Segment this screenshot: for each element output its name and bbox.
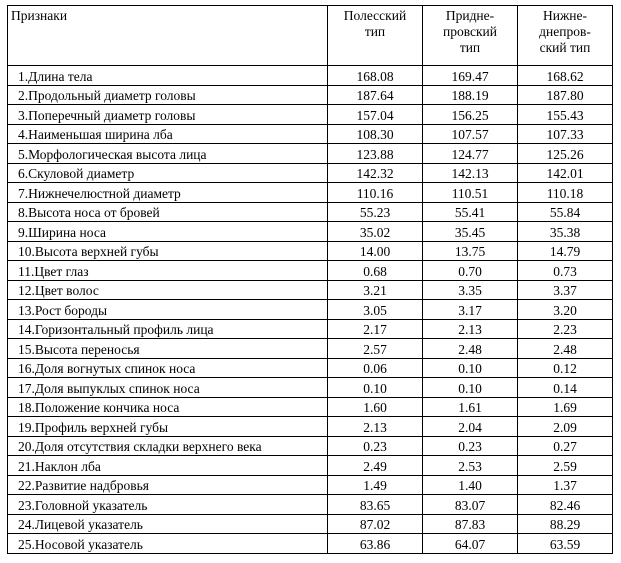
nizhnedneprovsky-value-cell: 3.20 (518, 300, 613, 320)
header-line: тип (459, 40, 481, 55)
table-row (8, 280, 613, 300)
polesie-value-cell: 157.04 (328, 105, 423, 125)
header-line: Придне- (445, 8, 495, 23)
table-row (8, 183, 613, 203)
table-row (8, 105, 613, 125)
nizhnedneprovsky-value-cell: 14.79 (518, 241, 613, 261)
pridneprovsky-value-cell: 2.53 (423, 456, 518, 476)
header-features: Признаки (8, 6, 328, 66)
table-row (8, 144, 613, 164)
table-row (8, 222, 613, 242)
pridneprovsky-value-cell: 0.10 (423, 358, 518, 378)
polesie-value-cell: 0.06 (328, 358, 423, 378)
table-body (8, 66, 613, 554)
feature-cell: 17.Доля выпуклых спинок носа (8, 378, 328, 398)
pridneprovsky-value-cell: 107.57 (423, 124, 518, 144)
nizhnedneprovsky-value-cell: 0.73 (518, 261, 613, 281)
feature-cell: 13.Рост бороды (8, 300, 328, 320)
table-row (8, 534, 613, 554)
table-row (8, 456, 613, 476)
pridneprovsky-value-cell: 0.10 (423, 378, 518, 398)
nizhnedneprovsky-value-cell: 168.62 (518, 66, 613, 86)
header-row (8, 6, 613, 66)
pridneprovsky-value-cell: 2.04 (423, 417, 518, 437)
header-line: Нижне- (542, 8, 587, 23)
table-row (8, 378, 613, 398)
feature-cell: 11.Цвет глаз (8, 261, 328, 281)
feature-cell: 1.Длина тела (8, 66, 328, 86)
polesie-value-cell: 55.23 (328, 202, 423, 222)
feature-cell: 4.Наименьшая ширина лба (8, 124, 328, 144)
nizhnedneprovsky-value-cell: 142.01 (518, 163, 613, 183)
feature-cell: 23.Головной указатель (8, 495, 328, 515)
table-row (8, 241, 613, 261)
nizhnedneprovsky-value-cell: 55.84 (518, 202, 613, 222)
pridneprovsky-value-cell: 2.13 (423, 319, 518, 339)
table-header (8, 6, 613, 66)
pridneprovsky-value-cell: 55.41 (423, 202, 518, 222)
pridneprovsky-value-cell: 83.07 (423, 495, 518, 515)
header-line: провский (442, 24, 498, 39)
table-row (8, 85, 613, 105)
header-line: днепров- (539, 24, 591, 39)
table-row (8, 300, 613, 320)
table-row (8, 475, 613, 495)
nizhnedneprovsky-value-cell: 125.26 (518, 144, 613, 164)
nizhnedneprovsky-value-cell: 3.37 (518, 280, 613, 300)
polesie-value-cell: 1.49 (328, 475, 423, 495)
polesie-value-cell: 0.10 (328, 378, 423, 398)
feature-cell: 2.Продольный диаметр головы (8, 85, 328, 105)
pridneprovsky-value-cell: 1.61 (423, 397, 518, 417)
header-line: тип (364, 24, 386, 39)
table-row (8, 339, 613, 359)
polesie-value-cell: 123.88 (328, 144, 423, 164)
table-row (8, 66, 613, 86)
polesie-value-cell: 3.05 (328, 300, 423, 320)
pridneprovsky-value-cell: 110.51 (423, 183, 518, 203)
pridneprovsky-value-cell: 87.83 (423, 514, 518, 534)
polesie-value-cell: 187.64 (328, 85, 423, 105)
feature-cell: 3.Поперечный диаметр головы (8, 105, 328, 125)
polesie-value-cell: 83.65 (328, 495, 423, 515)
table-row (8, 319, 613, 339)
pridneprovsky-value-cell: 169.47 (423, 66, 518, 86)
nizhnedneprovsky-value-cell: 0.14 (518, 378, 613, 398)
pridneprovsky-value-cell: 124.77 (423, 144, 518, 164)
feature-cell: 19.Профиль верхней губы (8, 417, 328, 437)
polesie-value-cell: 2.49 (328, 456, 423, 476)
pridneprovsky-value-cell: 13.75 (423, 241, 518, 261)
nizhnedneprovsky-value-cell: 1.69 (518, 397, 613, 417)
table-row (8, 436, 613, 456)
feature-cell: 8.Высота носа от бровей (8, 202, 328, 222)
pridneprovsky-value-cell: 156.25 (423, 105, 518, 125)
feature-cell: 16.Доля вогнутых спинок носа (8, 358, 328, 378)
table-row (8, 397, 613, 417)
polesie-value-cell: 2.13 (328, 417, 423, 437)
feature-cell: 20.Доля отсутствия складки верхнего века (8, 436, 328, 456)
table-row (8, 417, 613, 437)
feature-cell: 7.Нижнечелюстной диаметр (8, 183, 328, 203)
feature-cell: 22.Развитие надбровья (8, 475, 328, 495)
polesie-value-cell: 35.02 (328, 222, 423, 242)
header-pridneprovsky-type (423, 6, 518, 66)
nizhnedneprovsky-value-cell: 0.12 (518, 358, 613, 378)
feature-cell: 18.Положение кончика носа (8, 397, 328, 417)
feature-cell: 25.Носовой указатель (8, 534, 328, 554)
feature-cell: 9.Ширина носа (8, 222, 328, 242)
nizhnedneprovsky-value-cell: 2.59 (518, 456, 613, 476)
nizhnedneprovsky-value-cell: 187.80 (518, 85, 613, 105)
table-row (8, 514, 613, 534)
polesie-value-cell: 0.23 (328, 436, 423, 456)
table-row (8, 163, 613, 183)
feature-cell: 14.Горизонтальный профиль лица (8, 319, 328, 339)
table-row (8, 261, 613, 281)
polesie-value-cell: 2.57 (328, 339, 423, 359)
feature-cell: 10.Высота верхней губы (8, 241, 328, 261)
pridneprovsky-value-cell: 64.07 (423, 534, 518, 554)
pridneprovsky-value-cell: 1.40 (423, 475, 518, 495)
pridneprovsky-value-cell: 142.13 (423, 163, 518, 183)
polesie-value-cell: 14.00 (328, 241, 423, 261)
nizhnedneprovsky-value-cell: 2.09 (518, 417, 613, 437)
polesie-value-cell: 108.30 (328, 124, 423, 144)
anthropometric-table (7, 5, 613, 554)
feature-cell: 15.Высота переносья (8, 339, 328, 359)
polesie-value-cell: 168.08 (328, 66, 423, 86)
polesie-value-cell: 110.16 (328, 183, 423, 203)
nizhnedneprovsky-value-cell: 107.33 (518, 124, 613, 144)
feature-cell: 5.Морфологическая высота лица (8, 144, 328, 164)
pridneprovsky-value-cell: 188.19 (423, 85, 518, 105)
nizhnedneprovsky-value-cell: 88.29 (518, 514, 613, 534)
pridneprovsky-value-cell: 3.35 (423, 280, 518, 300)
nizhnedneprovsky-value-cell: 82.46 (518, 495, 613, 515)
pridneprovsky-value-cell: 3.17 (423, 300, 518, 320)
header-polesie-type (328, 6, 423, 66)
polesie-value-cell: 0.68 (328, 261, 423, 281)
table-row (8, 358, 613, 378)
pridneprovsky-value-cell: 0.23 (423, 436, 518, 456)
header-line: Полесский (343, 8, 407, 23)
nizhnedneprovsky-value-cell: 2.23 (518, 319, 613, 339)
header-line: ский тип (539, 40, 591, 55)
header-nizhnedneprovsky-type (518, 6, 613, 66)
nizhnedneprovsky-value-cell: 110.18 (518, 183, 613, 203)
table-row (8, 495, 613, 515)
pridneprovsky-value-cell: 0.70 (423, 261, 518, 281)
polesie-value-cell: 1.60 (328, 397, 423, 417)
polesie-value-cell: 142.32 (328, 163, 423, 183)
table-row (8, 202, 613, 222)
nizhnedneprovsky-value-cell: 155.43 (518, 105, 613, 125)
pridneprovsky-value-cell: 35.45 (423, 222, 518, 242)
nizhnedneprovsky-value-cell: 2.48 (518, 339, 613, 359)
nizhnedneprovsky-value-cell: 35.38 (518, 222, 613, 242)
nizhnedneprovsky-value-cell: 1.37 (518, 475, 613, 495)
pridneprovsky-value-cell: 2.48 (423, 339, 518, 359)
table-row (8, 124, 613, 144)
polesie-value-cell: 63.86 (328, 534, 423, 554)
polesie-value-cell: 2.17 (328, 319, 423, 339)
polesie-value-cell: 3.21 (328, 280, 423, 300)
nizhnedneprovsky-value-cell: 63.59 (518, 534, 613, 554)
polesie-value-cell: 87.02 (328, 514, 423, 534)
feature-cell: 6.Скуловой диаметр (8, 163, 328, 183)
nizhnedneprovsky-value-cell: 0.27 (518, 436, 613, 456)
feature-cell: 24.Лицевой указатель (8, 514, 328, 534)
feature-cell: 12.Цвет волос (8, 280, 328, 300)
feature-cell: 21.Наклон лба (8, 456, 328, 476)
